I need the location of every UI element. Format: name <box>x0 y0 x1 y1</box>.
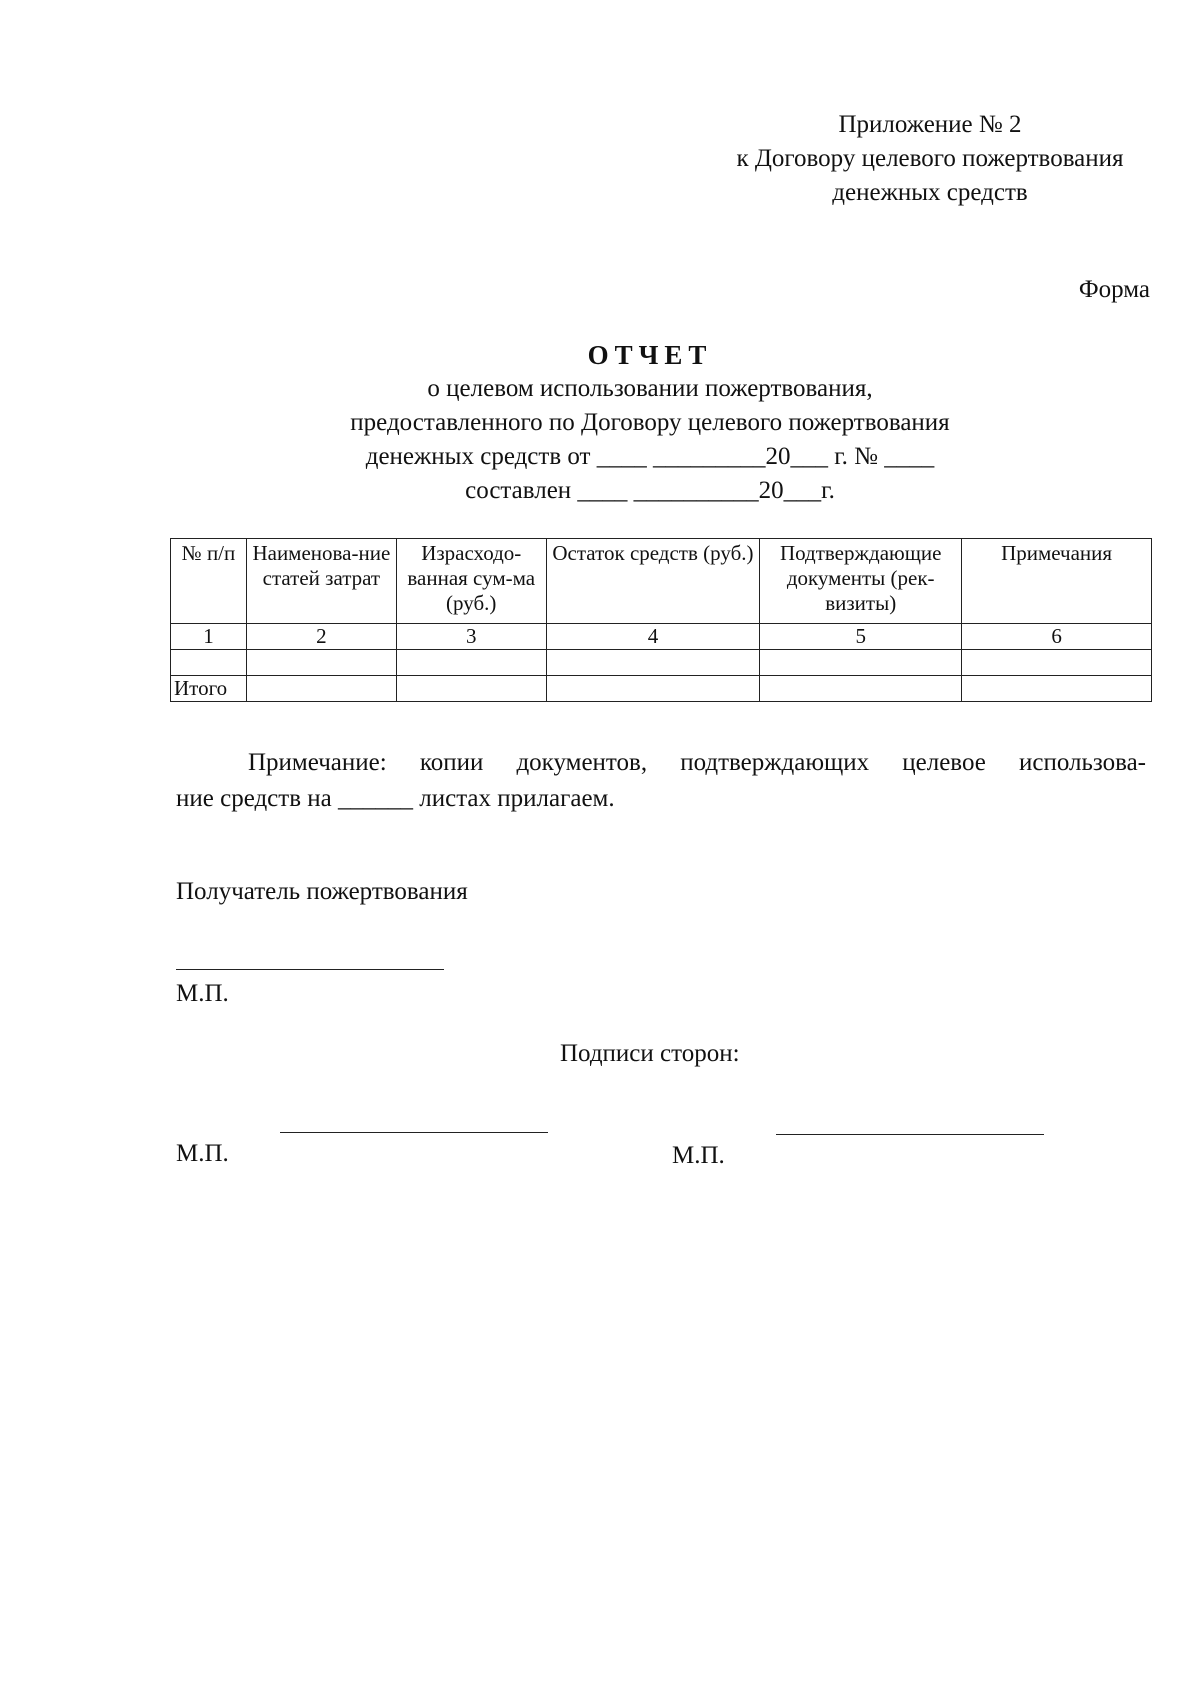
column-number: 1 <box>171 624 247 650</box>
table-cell <box>546 676 760 702</box>
appendix-header <box>690 108 1170 210</box>
header-cell-spent: Израсходо-ванная сум-ма (руб.) <box>396 539 546 624</box>
header-cell-item-name: Наименова-ние статей затрат <box>246 539 396 624</box>
left-stamp-label: М.П. <box>176 1140 229 1167</box>
table-cell <box>396 676 546 702</box>
table-cell <box>246 676 396 702</box>
total-label: Итого <box>171 676 247 702</box>
header-cell-balance: Остаток средств (руб.) <box>546 539 760 624</box>
header-cell-documents: Подтверждающие документы (рек-визиты) <box>760 539 962 624</box>
table-cell <box>962 650 1152 676</box>
report-title-block <box>300 338 1000 508</box>
report-title: ОТЧЕТ <box>587 340 713 370</box>
report-subtitle-line-4: составлен ____ __________20___г. <box>465 477 835 504</box>
table-header-row <box>171 539 1152 624</box>
appendix-number: Приложение № 2 <box>838 111 1022 138</box>
report-subtitle-line-3: денежных средств от ____ _________20___ г. № ____ <box>365 443 935 470</box>
left-signature-line <box>280 1132 548 1133</box>
table-row <box>171 650 1152 676</box>
right-signature-line <box>776 1134 1044 1135</box>
header-cell-number: № п/п <box>171 539 247 624</box>
table-cell <box>246 650 396 676</box>
table-column-numbers-row <box>171 624 1152 650</box>
note-paragraph <box>176 745 1146 817</box>
note-line-1: Примечание: копии документов, подтверждающих целевое использова- <box>248 749 1146 776</box>
recipient-stamp-label: М.П. <box>176 980 229 1007</box>
table-total-row <box>171 676 1152 702</box>
note-line-2: ние средств на ______ листах прилагаем. <box>176 785 615 812</box>
table-cell <box>546 650 760 676</box>
table-cell <box>962 676 1152 702</box>
column-number: 4 <box>546 624 760 650</box>
table-cell <box>760 650 962 676</box>
right-stamp-label: М.П. <box>672 1142 725 1169</box>
table-cell <box>760 676 962 702</box>
recipient-signature-line <box>176 969 444 970</box>
column-number: 5 <box>760 624 962 650</box>
form-label: Форма <box>1078 276 1150 303</box>
recipient-label: Получатель пожертвования <box>176 878 468 905</box>
table-cell <box>396 650 546 676</box>
column-number: 6 <box>962 624 1152 650</box>
appendix-contract: к Договору целевого пожертвования <box>736 145 1124 172</box>
signatures-label: Подписи сторон: <box>560 1040 740 1067</box>
column-number: 3 <box>396 624 546 650</box>
appendix-subject: денежных средств <box>832 179 1028 206</box>
report-subtitle-line-2: предоставленного по Договору целевого пожертвования <box>350 409 950 436</box>
report-subtitle-line-1: о целевом использовании пожертвования, <box>427 375 873 402</box>
header-cell-notes: Примечания <box>962 539 1152 624</box>
column-number: 2 <box>246 624 396 650</box>
table-cell <box>171 650 247 676</box>
report-table <box>170 538 1152 702</box>
